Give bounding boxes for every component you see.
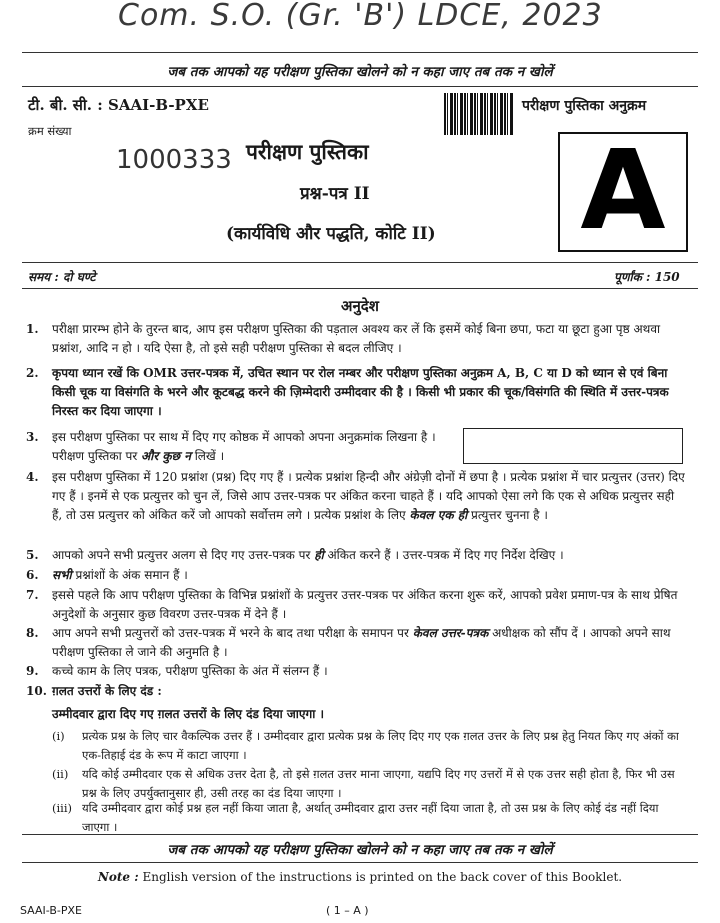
instruction-text: परीक्षा प्रारम्भ होने के तुरन्त बाद, आप इस परीक्षण पुस्तिका की पड़ताल अवश्य कर लें कि इसमें कोई बिना छपा, फटा या छूटा हुआ पृष्ठ अथवा प्रश्नांश, आदि न हो । यदि ऐसा है, तो इसे सही परीक्षण पुस्तिका से बदल लीजिए ।: [52, 322, 661, 355]
instruction-text: आपको अपने सभी प्रत्युत्तर अलग से दिए गए उत्तर-पत्रक पर: [52, 548, 315, 562]
instruction-item: [26, 468, 686, 525]
instruction-text: अंकित करने हैं । उत्तर-पत्रक में दिए गए निर्देश देखिए ।: [323, 548, 564, 562]
bottom-divider: [22, 834, 698, 835]
instruction-number: 6.: [26, 568, 39, 582]
instruction-item: [26, 624, 686, 662]
penalty-number: (i): [52, 729, 65, 743]
instruction-text: कृपया ध्यान रखें कि OMR उत्तर-पत्रक में, उचित स्थान पर रोल नम्बर और परीक्षण पुस्तिका अनुक्रम A, B, C या D को ध्यान से एवं बिना किसी चूक या विसंगति के भरने और कूटबद्ध करने की ज़िम्मेदारी उम्मीदवार की है । किसी भी प्रकार की चूक/विसंगति की स्थिति में उत्तर-पत्रक निरस्त कर दिया जाएगा ।: [52, 366, 669, 418]
penalty-item: [52, 765, 688, 803]
serial-number: 1000333: [116, 145, 232, 175]
instruction-text: इस परीक्षण पुस्तिका में 120 प्रश्नांश (प्रश्न) दिए गए हैं । प्रत्येक प्रश्नांश हिन्दी और अंग्रेज़ी दोनों में छपा है । प्रत्येक प्रश्नांश में चार प्रत्युत्तर (उत्तर) दिए गए हैं । इनमें से एक प्रत्युत्तर को चुन लें, जिसे आप उत्तर-पत्रक पर अंकित करना चाहते हैं । यदि आपको ऐसा लगे कि एक से अधिक प्रत्युत्तर सही हैं, तो उस प्रत्युत्तर को अंकित करें जो आपको सर्वोत्तम लगे । प्रत्येक प्रश्नांश के लिए: [52, 470, 685, 522]
header-divider: [22, 86, 698, 87]
time-divider: [22, 262, 698, 263]
instruction-text: प्रत्युत्तर चुनना है ।: [467, 508, 548, 522]
instruction-number: 3.: [26, 430, 39, 444]
instruction-text: लिखें ।: [190, 449, 225, 463]
penalty-text: प्रत्येक प्रश्न के लिए चार वैकल्पिक उत्तर हैं । उम्मीदवार द्वारा प्रत्येक प्रश्न के लिए दिए गए एक ग़लत उत्तर के लिए प्रश्न हेतु नियत किए गए अंकों का एक-तिहाई दंड के रूप में काटा जाएगा ।: [82, 729, 679, 762]
instruction-emphasis: सभी: [52, 568, 72, 582]
english-note: [0, 870, 720, 884]
booklet-sequence-label: परीक्षण पुस्तिका अनुक्रम: [522, 98, 647, 114]
penalty-text: यदि उम्मीदवार द्वारा कोई प्रश्न हल नहीं किया जाता है, अर्थात् उम्मीदवार द्वारा उत्तर नहीं दिया जाता है, तो उस प्रश्न के लिए कोई दंड नहीं दिया जाएगा ।: [82, 801, 659, 834]
barcode: [444, 93, 514, 135]
penalty-item: [52, 727, 688, 765]
handwritten-exam-note: Com. S.O. (Gr. 'B') LDCE, 2023: [118, 0, 603, 33]
instruction-text: इससे पहले कि आप परीक्षण पुस्तिका के विभिन्न प्रश्नांशों के प्रत्युत्तर उत्तर-पत्रक पर अंकित करना शुरू करें, आपको प्रवेश प्रमाण-पत्र के साथ प्रेषित अनुदेशों के अनुसार कुछ विवरण उत्तर-पत्रक में देने हैं ।: [52, 588, 678, 621]
instruction-number: 1.: [26, 322, 39, 336]
instruction-text: इस परीक्षण पुस्तिका पर साथ में दिए गए कोष्ठक में आपको अपना अनुक्रमांक लिखना है । परीक्षण पुस्तिका पर: [52, 430, 436, 463]
penalty-item: [52, 799, 688, 837]
instruction-number: 5.: [26, 548, 39, 562]
english-note-label: Note :: [97, 870, 139, 884]
note-divider: [22, 862, 698, 863]
instruction-emphasis: केवल एक ही: [409, 508, 468, 522]
instruction-item: [26, 566, 686, 585]
penalty-heading-text: उम्मीदवार द्वारा दिए गए ग़लत उत्तरों के लिए दंड दिया जाएगा ।: [52, 707, 325, 721]
serial-label: क्रम संख्या: [28, 124, 72, 138]
instruction-text: ग़लत उत्तरों के लिए दंड :: [52, 684, 162, 698]
series-box: [558, 126, 688, 254]
instruction-text: अधीक्षक को सौंप दें । आपको अपने साथ परीक्षण पुस्तिका ले जाने की अनुमति है ।: [52, 626, 671, 659]
bottom-notice: जब तक आपको यह परीक्षण पुस्तिका खोलने को न कहा जाए तब तक न खोलें: [167, 842, 553, 858]
instruction-emphasis: ही: [314, 548, 324, 562]
instruction-emphasis: और कुछ न: [141, 449, 191, 463]
instruction-text: आप अपने सभी प्रत्युत्तरों को उत्तर-पत्रक में भरने के बाद तथा परीक्षा के समापन पर: [52, 626, 413, 640]
instruction-number: 10.: [26, 684, 47, 698]
penalty-heading: [26, 705, 686, 724]
instruction-item: [26, 586, 686, 624]
page-number: ( 1 – A ): [326, 904, 369, 917]
roll-number-box[interactable]: [463, 428, 683, 464]
instruction-text: प्रश्नांशों के अंक समान हैं ।: [71, 568, 188, 582]
instruction-number: 7.: [26, 588, 39, 602]
instruction-number: 2.: [26, 366, 39, 380]
series-letter: A: [580, 126, 666, 254]
instruction-item: [26, 320, 686, 358]
instruction-text: कच्चे काम के लिए पत्रक, परीक्षण पुस्तिका के अंत में संलग्न हैं ।: [52, 664, 328, 678]
exam-time: समय : दो घण्टे: [28, 270, 96, 284]
instruction-number: 8.: [26, 626, 39, 640]
top-divider: [22, 52, 698, 53]
instruction-item: [26, 364, 686, 421]
footer-code: SAAI-B-PXE: [20, 904, 82, 917]
instruction-item: [26, 682, 686, 701]
instruction-emphasis: केवल उत्तर-पत्रक: [412, 626, 489, 640]
instruction-item: [26, 662, 686, 681]
subject-title: (कार्यविधि और पद्धति, कोटि II): [226, 224, 436, 244]
english-note-text: English version of the instructions is printed on the back cover of this Booklet.: [138, 870, 623, 884]
max-marks: पूर्णांक : 150: [614, 270, 680, 284]
tbc-code: टी. बी. सी. : SAAI-B-PXE: [28, 96, 209, 114]
instruction-number: 9.: [26, 664, 39, 678]
booklet-title: परीक्षण पुस्तिका: [246, 139, 369, 164]
top-notice: जब तक आपको यह परीक्षण पुस्तिका खोलने को न कहा जाए तब तक न खोलें: [167, 64, 553, 80]
instruction-number: 4.: [26, 470, 39, 484]
penalty-text: यदि कोई उम्मीदवार एक से अधिक उत्तर देता है, तो इसे ग़लत उत्तर माना जाएगा, यद्यपि दिए गए उत्तरों में से एक उत्तर सही होता है, फिर भी उस प्रश्न के लिए उपर्युक्तानुसार ही, उसी तरह का दंड दिया जाएगा ।: [82, 767, 675, 800]
instructions-divider: [22, 288, 698, 289]
paper-title: प्रश्न-पत्र II: [300, 184, 370, 204]
instruction-item: [26, 546, 686, 565]
instructions-title: अनुदेश: [341, 297, 379, 315]
instruction-item: [26, 428, 456, 466]
penalty-number: (iii): [52, 801, 73, 815]
penalty-number: (ii): [52, 767, 69, 781]
